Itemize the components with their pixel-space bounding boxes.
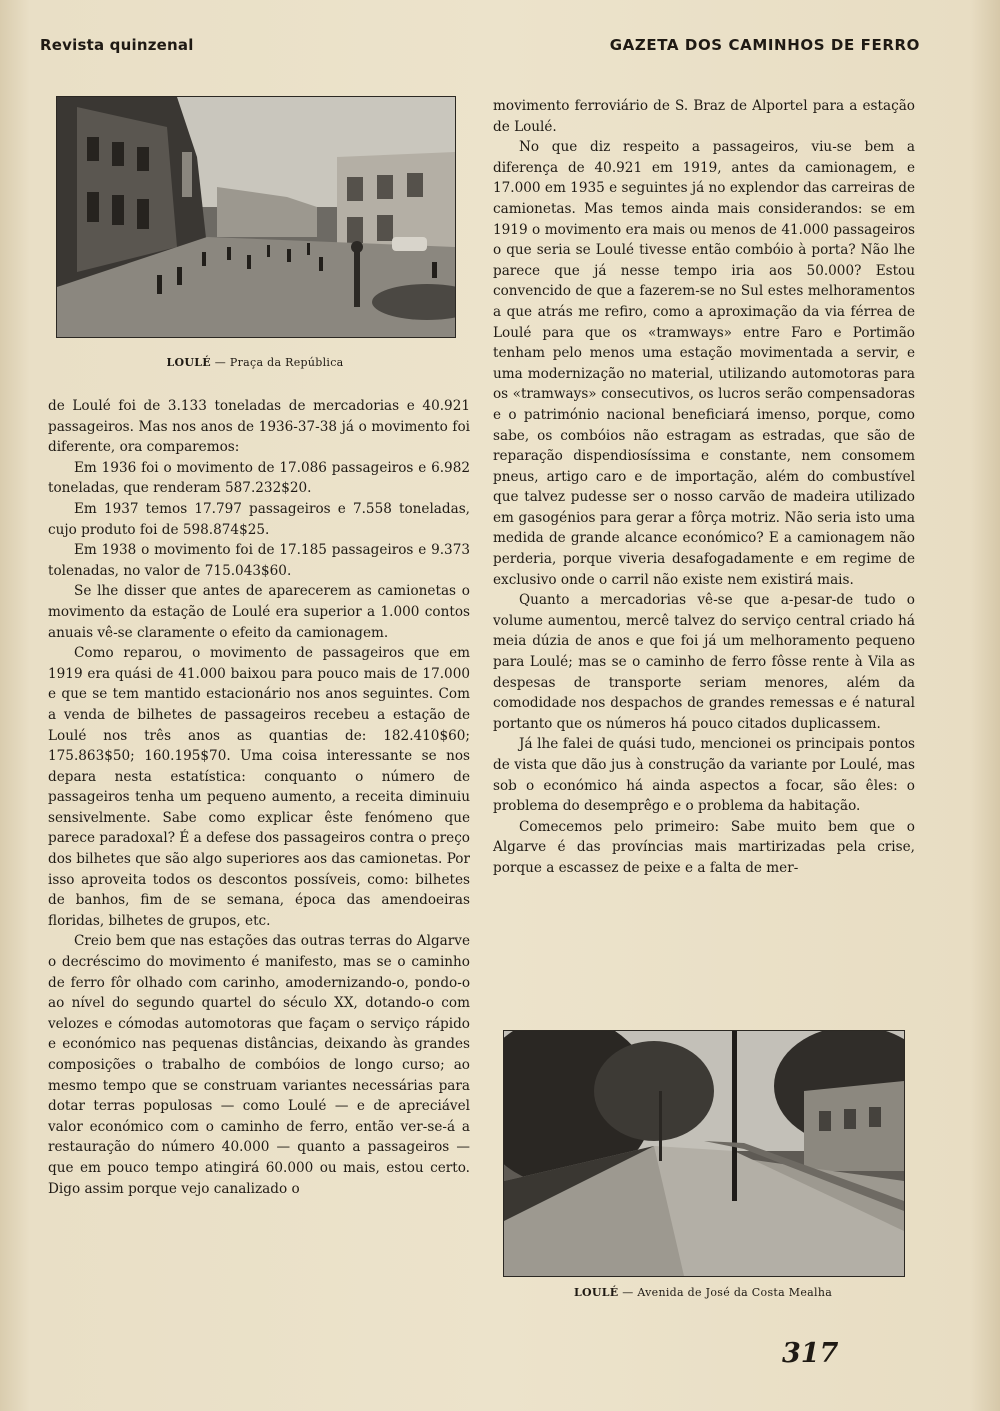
caption-place: LOULÉ	[573, 1286, 619, 1299]
left-column-text	[48, 396, 470, 1199]
figure-caption-2	[503, 1286, 903, 1299]
paragraph: Como reparou, o movimento de passageiros que em 1919 era quási de 41.000 baixou para pouco mais de 17.000 e que se tem mantido estacionário nos anos seguintes. Com a venda de bilhetes de passageiros recebeu a estação de Loulé nos três anos as quantias de: 182.410$60; 175.863$50; 160.195$70. Uma coisa interessante se nos depara nesta estatística: conquanto o número de passageiros tenha um pequeno aumento, a receita diminuiu sensivelmente. Sabe como explicar êste fenómeno que parece paradoxal? É a defese dos passageiros contra o preço dos bilhetes que são algo superiores aos das camionetas. Por isso aproveita todos os descontos possíveis, como: bilhetes de banhos, fim de se semana, época das amendoeiras floridas, bilhetes de grupos, etc.	[48, 645, 470, 929]
paragraph: Em 1938 o movimento foi de 17.185 passageiros e 9.373 tolenadas, no valor de 715.043$60.	[48, 542, 470, 579]
caption-place: LOULÉ	[166, 356, 211, 369]
running-header-left: Revista quinzenal	[40, 36, 194, 54]
paragraph: No que diz respeito a passageiros, viu-se bem a diferença de 40.921 em 1919, antes da camionagem, e 17.000 em 1935 e seguintes já no explendor das carreiras de camionetas. Mas temos ainda mais considerandos: se em 1919 o movimento era mais ou menos de 41.000 passageiros o que seria se Loulé tivesse então combóio à porta? Não lhe parece que já nesse tempo iria aos 50.000? Estou convencido de que a fazerem-se no Sul estes melhoramentos a que atrás me refiro, como a aproximação da via férrea de Loulé para que os «tramways» entre Faro e Portimão tenham pelo menos uma estação movimentada a servir, e uma modernização no material, utilizando automotoras para os «tramways» consecutivos, os lucros serão compensadoras e o património nacional beneficiará imenso, porque, como sabe, os combóios não estragam as estradas, que são de reparação dispendiosíssima e constante, nem consomem pneus, artigo caro e de importação, além do combustível que talvez pudesse ser o nosso carvão de madeira utilizado em gasogénios para gerar a fôrça motriz. Não seria isto uma medida de grande alcance económico? E a camionagem não perderia, porque viveria desafogadamente e em regime de exclusivo onde o carril não existe nem existirá mais.	[493, 139, 915, 588]
figure-caption-1	[56, 356, 454, 369]
paragraph: Já lhe falei de quási tudo, mencionei os principais pontos de vista que dão jus à construção da variante por Loulé, mas sob o económico há ainda aspectos a focar, são êles: o problema do desemprêgo e o problema da habitação.	[493, 736, 915, 815]
paragraph: Quanto a mercadorias vê-se que a-pesar-de tudo o volume aumentou, mercê talvez do serviço central criado há meia dúzia de anos e que foi já um melhoramento pequeno para Loulé; mas se o caminho de ferro fôsse rente à Vila as despesas de transporte seriam menores, além da comodidade nos despachos de grandes remessas e é natural portanto que os números há pouco citados duplicassem.	[493, 592, 915, 732]
running-header-right: GAZETA DOS CAMINHOS DE FERRO	[609, 36, 920, 54]
photo-avenida-jose-da-costa-mealha	[503, 1030, 905, 1277]
photo-praca-da-republica	[56, 96, 456, 338]
street-scene-image	[57, 97, 455, 337]
avenue-scene-image	[504, 1031, 904, 1276]
right-column-text	[493, 96, 915, 879]
caption-text: — Praça da República	[214, 356, 344, 369]
paragraph: movimento ferroviário de S. Braz de Alportel para a estação de Loulé.	[493, 98, 915, 135]
paragraph: de Loulé foi de 3.133 toneladas de mercadorias e 40.921 passageiros. Mas nos anos de 1936-37-38 já o movimento foi diferente, ora comparemos:	[48, 398, 470, 456]
paragraph: Creio bem que nas estações das outras terras do Algarve o decréscimo do movimento é manifesto, mas se o caminho de ferro fôr olhado com carinho, amodernizando-o, pondo-o ao nível do segundo quartel do século XX, dotando-o com velozes e cómodas automotoras que façam o serviço rápido e económico nas pequenas distâncias, deixando às grandes composições o trabalho de combóios de longo curso; ao mesmo tempo que se construam variantes necessárias para dotar terras populosas — como Loulé — e de apreciável valor económico com o caminho de ferro, então ver-se-á a restauração do número 40.000 — quanto a passageiros — que em pouco tempo atingirá 60.000 ou mais, estou certo. Digo assim porque vejo canalizado o	[48, 933, 470, 1197]
page-number: 317	[782, 1338, 839, 1369]
paragraph: Comecemos pelo primeiro: Sabe muito bem que o Algarve é das províncias mais martirizadas pela crise, porque a escassez de peixe e a falta de mer-	[493, 818, 915, 876]
paragraph: Em 1936 foi o movimento de 17.086 passageiros e 6.982 toneladas, que renderam 587.232$20.	[48, 459, 470, 497]
caption-text: — Avenida de José da Costa Mealha	[622, 1286, 833, 1299]
paragraph: Se lhe disser que antes de aparecerem as camionetas o movimento da estação de Loulé era superior a 1.000 contos anuais vê-se claramente o efeito da camionagem.	[48, 583, 470, 641]
paragraph: Em 1937 temos 17.797 passageiros e 7.558 toneladas, cujo produto foi de 598.874$25.	[48, 500, 470, 538]
